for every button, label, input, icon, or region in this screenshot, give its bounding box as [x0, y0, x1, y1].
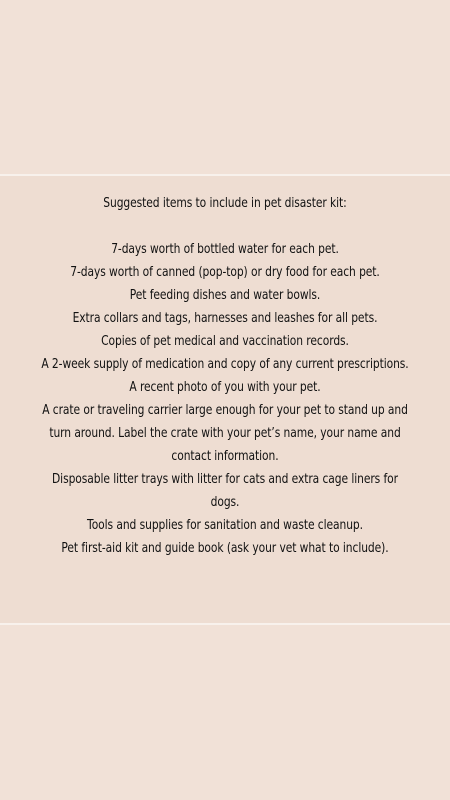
kit-line: dogs.: [210, 495, 240, 510]
kit-line: Pet first-aid kit and guide book (ask your vet what to include).: [61, 541, 389, 556]
kit-list: [41, 192, 409, 560]
kit-heading: Suggested items to include in pet disaster kit:: [103, 196, 347, 211]
kit-line: turn around. Label the crate with your pet’s name, your name and: [49, 426, 401, 441]
kit-line: Disposable litter trays with litter for cats and extra cage liners for: [52, 472, 398, 487]
kit-line: Tools and supplies for sanitation and waste cleanup.: [87, 518, 363, 533]
kit-line: A 2-week supply of medication and copy of any current prescriptions.: [41, 357, 409, 372]
bottom-divider: [0, 623, 450, 625]
kit-line: 7-days worth of canned (pop-top) or dry food for each pet.: [70, 265, 380, 280]
kit-line: Extra collars and tags, harnesses and leashes for all pets.: [72, 311, 378, 326]
kit-line: A crate or traveling carrier large enough for your pet to stand up and: [42, 403, 408, 418]
kit-line: contact information.: [171, 449, 279, 464]
kit-line: Pet feeding dishes and water bowls.: [129, 288, 321, 303]
kit-line: Copies of pet medical and vaccination records.: [101, 334, 349, 349]
kit-line: A recent photo of you with your pet.: [129, 380, 321, 395]
kit-line: 7-days worth of bottled water for each pet.: [111, 242, 339, 257]
